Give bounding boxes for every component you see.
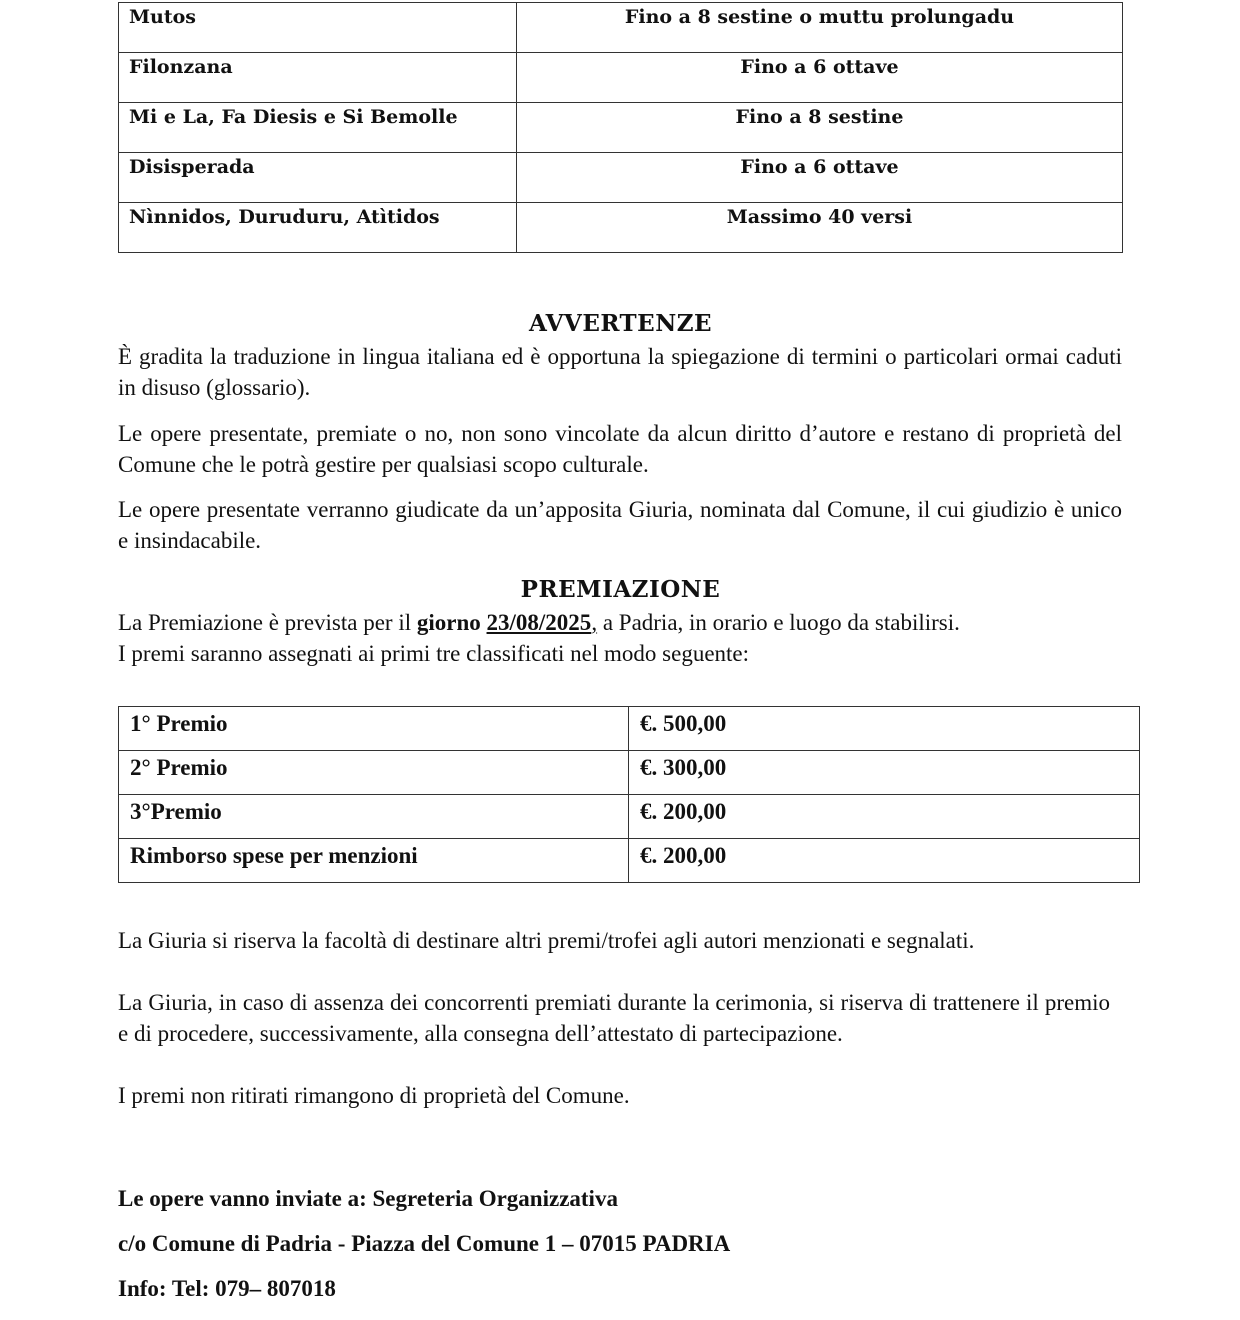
table-row (119, 103, 1123, 153)
prize-amount: €. 200,00 (629, 795, 1140, 839)
table-row (119, 707, 1140, 751)
prize-label: 1° Premio (119, 707, 629, 751)
form-limit: Fino a 8 sestine o muttu prolungadu (517, 3, 1123, 53)
prize-label: 2° Premio (119, 751, 629, 795)
form-name: Nìnnidos, Duruduru, Atìtidos (119, 203, 517, 253)
table-row (119, 3, 1123, 53)
table-row (119, 153, 1123, 203)
avvertenze-paragraph: Le opere presentate, premiate o no, non sono vincolate da alcun diritto d’autore e restano di proprietà del Comune che le potrà gestire per qualsiasi scopo culturale. (118, 421, 1122, 477)
form-limit: Fino a 8 sestine (517, 103, 1123, 153)
form-name: Mutos (119, 3, 517, 53)
premiazione-paragraph: I premi saranno assegnati ai primi tre classificati nel modo seguente: (118, 641, 750, 666)
notes-paragraph: La Giuria, in caso di assenza dei concorrenti premiati durante la cerimonia, si riserva di trattenere il premio e di procedere, successivamente, alla consegna dell’attestato di partecipazione. (118, 990, 1110, 1046)
prize-table (118, 706, 1140, 883)
prize-amount: €. 500,00 (629, 707, 1140, 751)
notes-paragraph: I premi non ritirati rimangono di proprietà del Comune. (118, 1083, 630, 1108)
premiazione-date-line (118, 607, 1122, 638)
forms-table (118, 2, 1123, 253)
table-row (119, 839, 1140, 883)
table-row (119, 53, 1123, 103)
premiazione-heading: PREMIAZIONE (520, 576, 721, 603)
contact-line: Le opere vanno inviate a: Segreteria Organizzativa (118, 1186, 618, 1211)
form-name: Mi e La, Fa Diesis e Si Bemolle (119, 103, 517, 153)
avvertenze-paragraph: Le opere presentate verranno giudicate da un’apposita Giuria, nominata dal Comune, il cui giudizio è unico e insindacabile. (118, 497, 1122, 553)
premiazione-text: a Padria, in orario e luogo da stabilirsi. (597, 610, 960, 635)
table-row (119, 795, 1140, 839)
avvertenze-heading: AVVERTENZE (528, 310, 713, 337)
contact-address: c/o Comune di Padria - Piazza del Comune 1 – 07015 PADRIA (118, 1231, 731, 1256)
avvertenze-paragraph: È gradita la traduzione in lingua italiana ed è opportuna la spiegazione di termini o particolari ormai caduti in disuso (glossario). (118, 344, 1122, 400)
premiazione-date: 23/08/2025 (486, 610, 592, 635)
form-name: Disisperada (119, 153, 517, 203)
form-limit: Fino a 6 ottave (517, 153, 1123, 203)
premiazione-comma: , (591, 610, 598, 635)
form-name: Filonzana (119, 53, 517, 103)
table-row (119, 203, 1123, 253)
prize-label: Rimborso spese per menzioni (119, 839, 629, 883)
notes-paragraph: La Giuria si riserva la facoltà di destinare altri premi/trofei agli autori menzionati e segnalati. (118, 928, 975, 953)
form-limit: Fino a 6 ottave (517, 53, 1123, 103)
contact-phone: Info: Tel: 079– 807018 (118, 1276, 336, 1301)
form-limit: Massimo 40 versi (517, 203, 1123, 253)
prize-label: 3°Premio (119, 795, 629, 839)
premiazione-text: La Premiazione è prevista per il (118, 610, 417, 635)
prize-amount: €. 200,00 (629, 839, 1140, 883)
premiazione-day: giorno (416, 610, 487, 635)
prize-amount: €. 300,00 (629, 751, 1140, 795)
table-row (119, 751, 1140, 795)
